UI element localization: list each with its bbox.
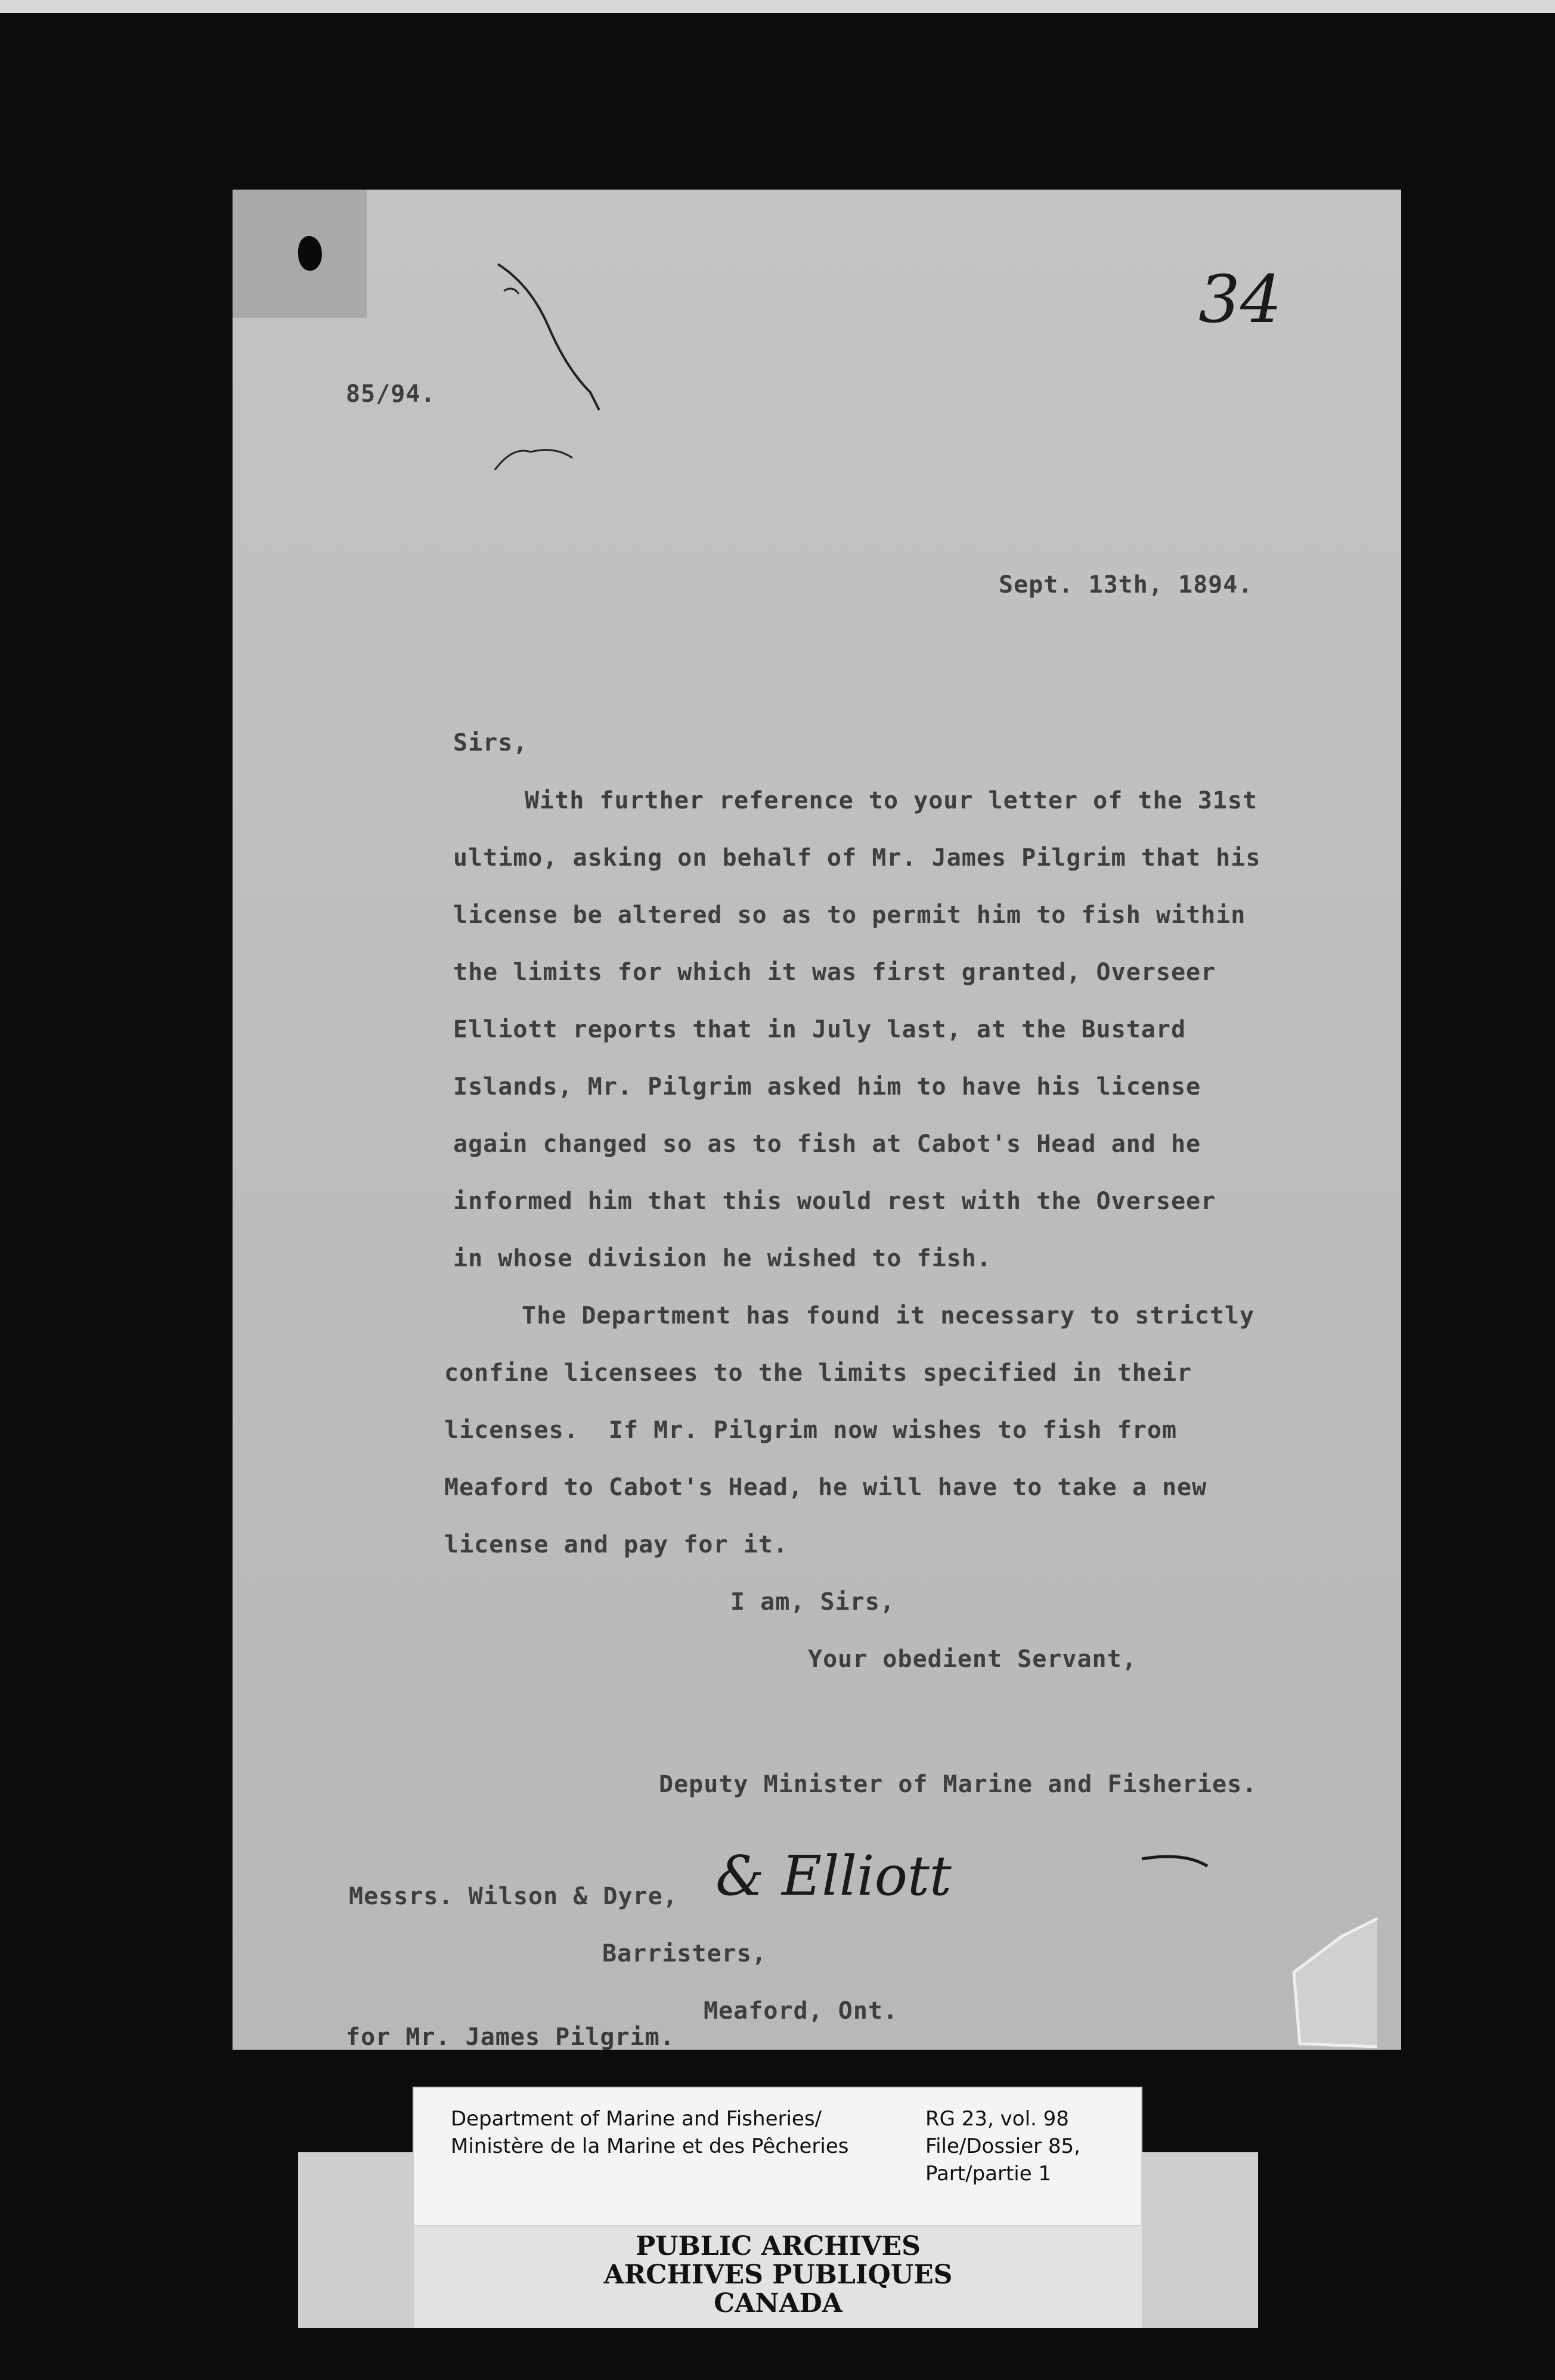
body-line: Elliott reports that in July last, at the Bustard <box>453 1016 1187 1043</box>
body-line: Meaford to Cabot's Head, he will have to take a new <box>444 1474 1207 1501</box>
department-english: Department of Marine and Fisheries/ <box>451 2107 822 2131</box>
record-group: RG 23, vol. 98 <box>925 2107 1069 2131</box>
body-line: license be altered so as to permit him to fish within <box>453 901 1246 929</box>
film-frame-edge <box>0 0 1555 13</box>
body-line: in whose division he wished to fish. <box>453 1245 992 1272</box>
signature-underline <box>1142 1857 1207 1866</box>
part-partie: Part/partie 1 <box>925 2162 1052 2186</box>
body-line: the limits for which it was first granted, Overseer <box>453 959 1216 986</box>
addressee-name: Messrs. Wilson & Dyre, <box>349 1883 678 1910</box>
closing-line: I am, Sirs, <box>730 1588 895 1616</box>
file-reference: 85/94. <box>346 380 436 408</box>
pen-stroke-lower <box>495 450 572 470</box>
body-line: Islands, Mr. Pilgrim asked him to have his license <box>453 1073 1201 1101</box>
body-line: ultimo, asking on behalf of Mr. James Pilgrim that his <box>453 844 1261 872</box>
archive-stamp-line: CANADA <box>714 2288 842 2319</box>
pen-stroke-mark <box>498 264 599 410</box>
closing-line: Your obedient Servant, <box>808 1645 1137 1673</box>
letter-date: Sept. 13th, 1894. <box>999 571 1253 599</box>
salutation: Sirs, <box>453 729 528 757</box>
addressee-place: Meaford, Ont. <box>704 1997 899 2025</box>
addressee-role: Barristers, <box>602 1940 767 1967</box>
body-line: confine licensees to the limits specified in their <box>444 1359 1192 1387</box>
archive-stamp-line: PUBLIC ARCHIVES <box>636 2231 921 2261</box>
page-number-handwritten: 34 <box>1198 261 1282 337</box>
body-line: licenses. If Mr. Pilgrim now wishes to fish from <box>444 1417 1178 1444</box>
handwritten-signature: & Elliott <box>715 1844 952 1908</box>
body-line: again changed so as to fish at Cabot's Head and he <box>453 1130 1201 1158</box>
regarding-line: for Mr. James Pilgrim. <box>346 2023 675 2051</box>
body-line: With further reference to your letter of the 31st <box>525 787 1258 814</box>
punch-hole <box>298 236 322 271</box>
body-line: The Department has found it necessary to strictly <box>522 1302 1255 1330</box>
signature-title: Deputy Minister of Marine and Fisheries. <box>659 1771 1257 1798</box>
body-line: license and pay for it. <box>444 1531 788 1558</box>
department-french: Ministère de la Marine et des Pêcheries <box>451 2134 849 2158</box>
archive-label-card <box>413 2087 1142 2226</box>
pen-stroke-small <box>504 289 519 294</box>
body-line: informed him that this would rest with the Overseer <box>453 1188 1216 1215</box>
folded-corner <box>1294 1919 1377 2047</box>
letter-sheet <box>233 190 1401 2050</box>
file-dossier: File/Dossier 85, <box>925 2134 1080 2158</box>
archive-stamp-line: ARCHIVES PUBLIQUES <box>603 2260 953 2290</box>
